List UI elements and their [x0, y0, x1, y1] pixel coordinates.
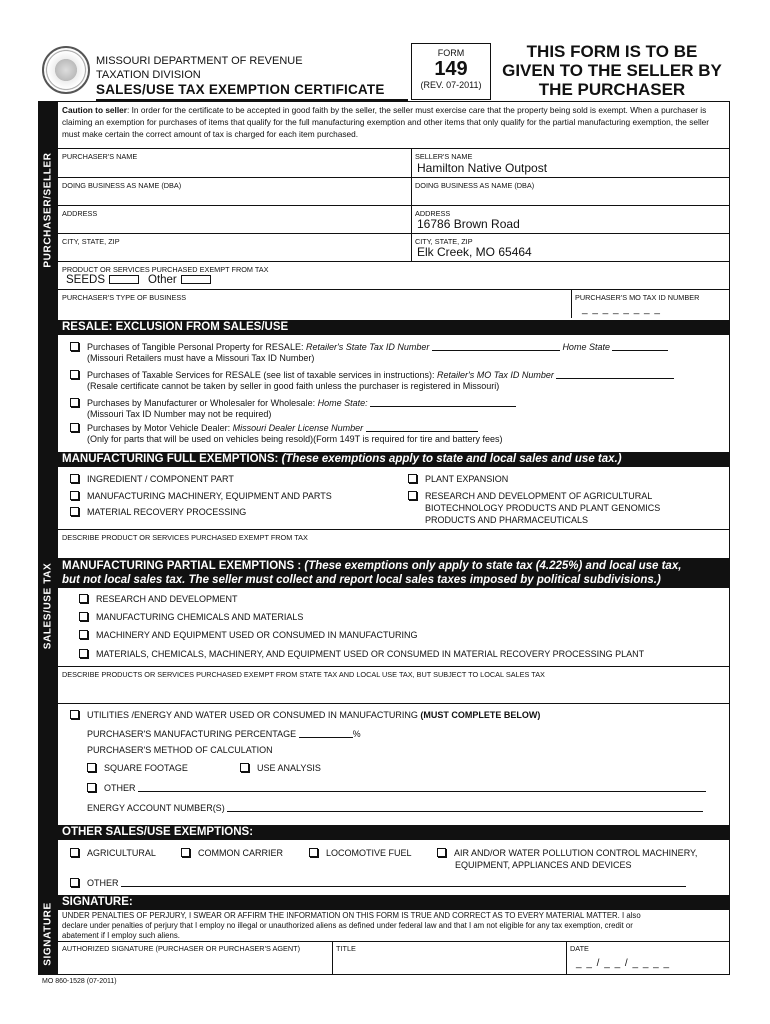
form-number: 149: [434, 58, 468, 80]
label: Retailer's MO Tax ID Number: [437, 370, 554, 380]
caution-to-seller: [62, 104, 726, 140]
method-use-analysis[interactable]: [240, 763, 321, 774]
mo-tax-id-label: PURCHASER'S MO TAX ID NUMBER: [575, 293, 700, 302]
label: USE ANALYSIS: [257, 763, 321, 773]
mfg-partial-machinery[interactable]: [79, 630, 418, 641]
perjury-line-1: UNDER PENALTIES OF PERJURY, I SWEAR OR AFFIRM THE INFORMATION ON THIS FORM IS TRUE AND CORRECT AS TO EVERY MATERIAL MATTER. I also: [62, 911, 641, 920]
notice-line-1: THIS FORM IS TO BE: [526, 42, 698, 61]
checkbox[interactable]: [87, 763, 96, 772]
label: Purchases of Tangible Personal Property for RESALE:: [87, 342, 304, 352]
checkbox[interactable]: [70, 491, 79, 500]
form-title: SALES/USE TAX EXEMPTION CERTIFICATE: [96, 82, 385, 97]
checkbox[interactable]: [70, 878, 79, 887]
heading-line-2: but not local sales tax. The seller must collect and report local sales taxes imposed by political subdivisions.): [62, 574, 661, 586]
label: AGRICULTURAL: [87, 848, 156, 858]
title-field[interactable]: [336, 953, 562, 973]
section-manufacturing-full: [58, 452, 730, 467]
form-label: FORM: [437, 48, 465, 58]
label: INGREDIENT / COMPONENT PART: [87, 474, 234, 484]
authorized-signature-label: AUTHORIZED SIGNATURE (PURCHASER OR PURCHASER'S AGENT): [62, 944, 301, 953]
divider: [58, 703, 730, 704]
heading-main: MANUFACTURING PARTIAL EXEMPTIONS :: [62, 560, 305, 572]
other-locomotive-fuel[interactable]: [309, 848, 412, 859]
checkbox[interactable]: [408, 474, 417, 483]
home-state-field[interactable]: [612, 342, 668, 351]
date-label: DATE: [570, 944, 589, 953]
label: COMMON CARRIER: [198, 848, 283, 858]
label: MATERIAL RECOVERY PROCESSING: [87, 507, 247, 517]
mfg-full-research-line2: BIOTECHNOLOGY PRODUCTS AND PLANT GENOMICS: [425, 503, 661, 513]
missouri-state-seal-icon: [42, 46, 90, 94]
label: OTHER: [104, 783, 136, 793]
label: Home State: [562, 342, 610, 352]
resale-note-4: (Only for parts that will be used on vehicles being resold)(Form 149T is required for tire and battery fees): [87, 434, 503, 444]
product-seeds[interactable]: [66, 274, 139, 286]
describe-full-field[interactable]: [62, 542, 726, 556]
checkbox[interactable]: [79, 594, 88, 603]
energy-account-field[interactable]: [227, 803, 703, 812]
resale-item-services[interactable]: [70, 370, 674, 381]
divider: [58, 666, 730, 667]
label: Home State:: [317, 398, 368, 408]
label: AIR AND/OR WATER POLLUTION CONTROL MACHINERY,: [454, 848, 698, 858]
label: OTHER: [87, 878, 119, 888]
label: Purchases of Taxable Services for RESALE (see list of taxable services in instructions):: [87, 370, 435, 380]
seeds-checkbox[interactable]: [109, 275, 139, 284]
sidebar-label: PURCHASER/SELLER: [42, 151, 54, 268]
mfg-partial-research[interactable]: [79, 594, 238, 605]
describe-full-label: DESCRIBE PRODUCT OR SERVICES PURCHASED EXEMPT FROM TAX: [62, 533, 308, 542]
sidebar-sales-use-tax: [38, 318, 58, 893]
must-complete-label: (MUST COMPLETE BELOW): [420, 710, 541, 720]
percentage-field[interactable]: [299, 729, 353, 738]
divider: [58, 529, 730, 530]
label: LOCOMOTIVE FUEL: [326, 848, 412, 858]
divider: [332, 941, 333, 975]
section-resale: RESALE: EXCLUSION FROM SALES/USE: [58, 320, 730, 335]
resale-item-tangible[interactable]: [70, 342, 668, 353]
seller-city-label: CITY, STATE, ZIP: [415, 237, 473, 246]
section-manufacturing-partial: [58, 558, 730, 588]
mfg-full-material-recovery[interactable]: [70, 507, 246, 518]
manufacturing-percentage: [87, 729, 361, 740]
dealer-license-field[interactable]: [366, 423, 478, 432]
checkbox[interactable]: [181, 848, 190, 857]
products-exempt-label: PRODUCT OR SERVICES PURCHASED EXEMPT FROM TAX: [62, 265, 269, 274]
label: PLANT EXPANSION: [425, 474, 509, 484]
sidebar-purchaser-seller: [38, 101, 58, 318]
describe-partial-label: DESCRIBE PRODUCTS OR SERVICES PURCHASED EXEMPT FROM STATE TAX AND LOCAL USE TAX, BUT SUBJECT TO LOCAL SALES TAX: [62, 670, 545, 679]
method-of-calculation: PURCHASER'S METHOD OF CALCULATION: [87, 745, 273, 755]
seller-dba-label: DOING BUSINESS AS NAME (DBA): [415, 181, 535, 190]
method-square-footage[interactable]: [87, 763, 188, 774]
seller-city-field[interactable]: Elk Creek, MO 65464: [417, 245, 532, 259]
section-other-exemptions: OTHER SALES/USE EXEMPTIONS:: [58, 825, 730, 840]
label: ENERGY ACCOUNT NUMBER(S): [87, 803, 225, 813]
label: MANUFACTURING CHEMICALS AND MATERIALS: [96, 612, 304, 622]
percent-sign: %: [352, 729, 361, 739]
mfg-full-plant-expansion[interactable]: [408, 474, 508, 485]
wholesale-home-state-field[interactable]: [370, 398, 516, 407]
purchaser-name-field[interactable]: [62, 162, 402, 176]
mfg-full-machinery[interactable]: [70, 491, 332, 502]
mfg-partial-materials[interactable]: [79, 649, 644, 660]
other-other[interactable]: [70, 878, 686, 889]
seller-address-label: ADDRESS: [415, 209, 451, 218]
purchaser-city-label: CITY, STATE, ZIP: [62, 237, 120, 246]
authorized-signature-field[interactable]: [62, 953, 328, 973]
describe-partial-field[interactable]: [62, 680, 726, 700]
label: SQUARE FOOTAGE: [104, 763, 188, 773]
checkbox[interactable]: [70, 507, 79, 516]
business-type-label: PURCHASER'S TYPE OF BUSINESS: [62, 293, 187, 302]
heading-line-1: [62, 559, 730, 573]
notice-line-3: THE PURCHASER: [538, 80, 686, 99]
mfg-full-research[interactable]: [408, 491, 652, 502]
label: Missouri Dealer License Number: [232, 423, 364, 433]
label: RESEARCH AND DEVELOPMENT: [96, 594, 238, 604]
label: Purchases by Manufacturer or Wholesaler for Wholesale:: [87, 398, 316, 408]
seller-name-label: SELLER'S NAME: [415, 152, 473, 161]
other-agricultural[interactable]: [70, 848, 156, 859]
resale-tangible-checkbox[interactable]: [70, 342, 79, 351]
resale-note-1: (Missouri Retailers must have a Missouri Tax ID Number): [87, 353, 315, 363]
product-other[interactable]: [148, 274, 211, 286]
retailer-mo-tax-id-field[interactable]: [556, 370, 674, 379]
other-air-water-pollution[interactable]: [437, 848, 697, 859]
mfg-partial-chemicals[interactable]: [79, 612, 303, 623]
label: RESEARCH AND DEVELOPMENT OF AGRICULTURAL: [425, 491, 653, 501]
label: PURCHASER'S MANUFACTURING PERCENTAGE: [87, 729, 297, 739]
retailer-state-tax-id-field[interactable]: [432, 342, 560, 351]
divider: [58, 941, 730, 942]
checkbox[interactable]: [70, 848, 79, 857]
purchaser-name-label: PURCHASER'S NAME: [62, 152, 138, 161]
heading-note: (These exemptions only apply to state tax (4.225%) and local use tax,: [304, 560, 682, 572]
seller-name-field[interactable]: Hamilton Native Outpost: [417, 161, 548, 175]
mfg-full-research-line3: PRODUCTS AND PHARMACEUTICALS: [425, 515, 589, 525]
form-code: MO 860-1528 (07-2011): [42, 978, 117, 985]
energy-account-numbers: [87, 803, 703, 814]
method-other[interactable]: [87, 783, 706, 794]
resale-motor-vehicle-checkbox[interactable]: [70, 423, 79, 432]
resale-item-motor-vehicle[interactable]: [70, 423, 478, 434]
agency-line-1: MISSOURI DEPARTMENT OF REVENUE: [96, 55, 303, 67]
divider: [58, 289, 730, 290]
other-checkbox[interactable]: [181, 275, 211, 284]
caution-lead: Caution to seller: [62, 105, 128, 115]
product-other-text: Other: [148, 274, 177, 286]
divider: [566, 941, 567, 975]
seller-address-field[interactable]: 16786 Brown Road: [417, 217, 520, 231]
section-signature: SIGNATURE:: [58, 895, 730, 910]
resale-wholesale-checkbox[interactable]: [70, 398, 79, 407]
agency-name: [96, 54, 303, 82]
resale-note-3: (Missouri Tax ID Number may not be required): [87, 409, 272, 419]
perjury-statement: [62, 911, 726, 941]
purchaser-dba-label: DOING BUSINESS AS NAME (DBA): [62, 181, 182, 190]
checkbox[interactable]: [70, 474, 79, 483]
label: MANUFACTURING MACHINERY, EQUIPMENT AND PARTS: [87, 491, 332, 501]
heading-main: MANUFACTURING FULL EXEMPTIONS:: [62, 453, 282, 465]
perjury-line-2: declare under penalties of perjury that I employ no illegal or unauthorized aliens as defined under federal law and that I am not eligible for any tax exemption, credit or: [62, 921, 633, 930]
form-number-box: [411, 43, 491, 100]
checkbox[interactable]: [79, 649, 88, 658]
label: MACHINERY AND EQUIPMENT USED OR CONSUMED IN MANUFACTURING: [96, 630, 418, 640]
sidebar-signature: [38, 893, 58, 975]
checkbox[interactable]: [437, 848, 446, 857]
checkbox[interactable]: [408, 491, 417, 500]
agency-line-2: TAXATION DIVISION: [96, 69, 201, 81]
resale-item-wholesale[interactable]: [70, 398, 516, 409]
checkbox[interactable]: [79, 630, 88, 639]
sidebar-label: SIGNATURE: [42, 902, 54, 966]
label: UTILITIES /ENERGY AND WATER USED OR CONSUMED IN MANUFACTURING: [87, 710, 421, 720]
resale-note-2: (Resale certificate cannot be taken by seller in good faith unless the purchaser is registered in Missouri): [87, 381, 500, 391]
checkbox[interactable]: [309, 848, 318, 857]
resale-services-checkbox[interactable]: [70, 370, 79, 379]
mo-tax-id-field[interactable]: _ _ _ _ _ _ _ _: [582, 304, 661, 315]
divider: [571, 289, 572, 318]
purchaser-address-label: ADDRESS: [62, 209, 98, 218]
utilities-item[interactable]: [70, 710, 540, 721]
checkbox[interactable]: [70, 710, 79, 719]
label: MATERIALS, CHEMICALS, MACHINERY, AND EQUIPMENT USED OR CONSUMED IN MATERIAL RECOVERY PROCESSING PLANT: [96, 649, 645, 659]
caution-text: : In order for the certificate to be accepted in good faith by the seller, the seller must exercise care that the property being sold is exempt. When a purchaser is claiming an exemption for purchases of items that qualify for the full manufacturing exemption and other items that only qualify for the partial manufacturing exemption, the seller must make certain the correct amount of tax is charged for each item purchased.: [62, 105, 710, 139]
other-exemption-field[interactable]: [121, 878, 686, 887]
other-air-water-line2: EQUIPMENT, APPLIANCES AND DEVICES: [455, 860, 632, 870]
other-common-carrier[interactable]: [181, 848, 283, 859]
form-revision: (REV. 07-2011): [420, 80, 482, 90]
divider: [58, 148, 730, 149]
divider: [58, 261, 730, 262]
date-field[interactable]: _ _ / _ _ / _ _ _ _: [576, 958, 671, 969]
sidebar-label: SALES/USE TAX: [42, 562, 54, 649]
label: Retailer's State Tax ID Number: [305, 342, 430, 352]
divider: [58, 233, 730, 234]
checkbox[interactable]: [79, 612, 88, 621]
divider: [58, 205, 730, 206]
method-other-field[interactable]: [138, 783, 706, 792]
title-label: TITLE: [336, 944, 356, 953]
checkbox[interactable]: [240, 763, 249, 772]
divider: [58, 177, 730, 178]
heading-note: (These exemptions apply to state and local sales and use tax.): [281, 453, 622, 465]
checkbox[interactable]: [87, 783, 96, 792]
label: Purchases by Motor Vehicle Dealer:: [87, 423, 231, 433]
perjury-line-3: abatement if I employ such aliens.: [62, 931, 180, 940]
mfg-full-ingredient[interactable]: [70, 474, 234, 485]
notice-line-2: GIVEN TO THE SELLER BY: [502, 61, 722, 80]
purchaser-notice: [494, 42, 730, 99]
product-seeds-text: SEEDS: [66, 274, 105, 286]
